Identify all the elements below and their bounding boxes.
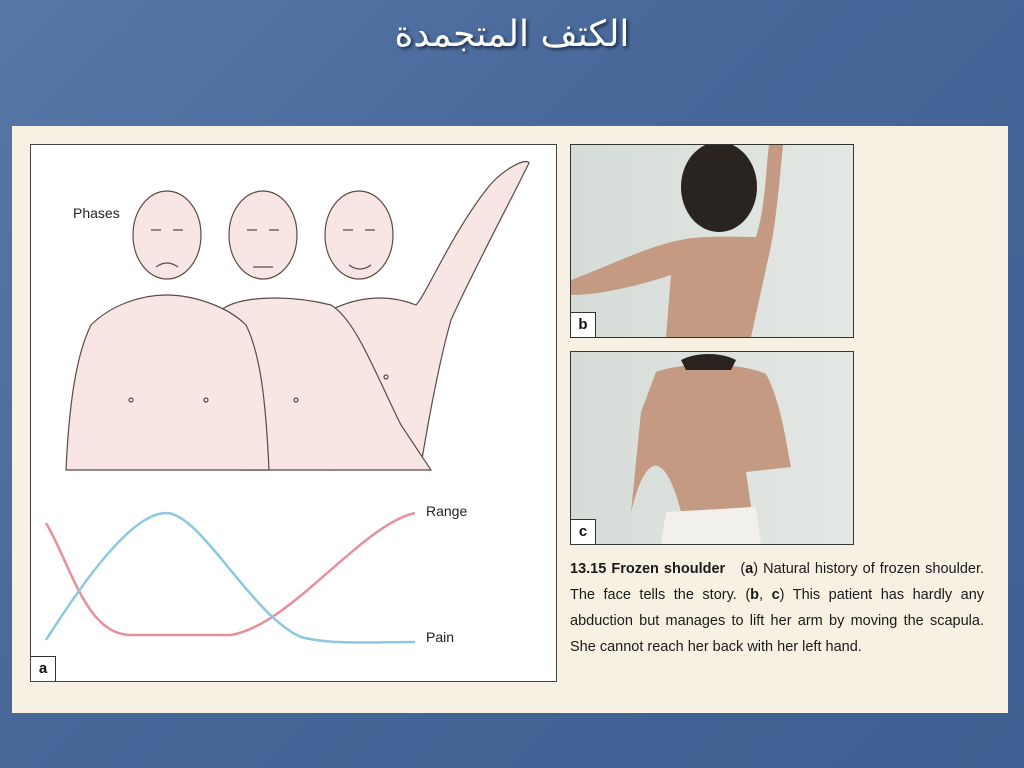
caption-title: Frozen shoulder <box>611 561 726 577</box>
caption-part-a: a <box>745 561 754 577</box>
range-curve <box>46 513 415 635</box>
figure-caption: 13.15 Frozen shoulder (a) Natural history of frozen shoulder. The face tells the story. (b, c) This patient has hardly any abduction but manages to lift her arm by moving the scapula. She cannot reach her back with her left hand. <box>570 561 985 655</box>
caption-part-c: c <box>771 587 780 603</box>
range-label: Range <box>426 503 468 519</box>
photo-b-letter: b <box>571 312 596 337</box>
caption-number: 13.15 <box>570 561 607 577</box>
figure-a <box>30 144 557 682</box>
pain-label: Pain <box>426 629 455 645</box>
figure-3-head <box>325 191 393 279</box>
figure-a-letter: a <box>31 656 56 681</box>
frozen-shoulder-illustration <box>31 145 556 681</box>
photo-c-letter: c <box>571 519 596 544</box>
photo-b <box>570 144 854 338</box>
phases-label: Phases <box>73 205 120 221</box>
book-page <box>12 126 1008 713</box>
patient-reach-back-photo <box>571 352 853 544</box>
caption-part-b: b <box>750 587 760 603</box>
patient-back-abduction-photo <box>571 145 853 337</box>
photo-c <box>570 351 854 545</box>
slide-title: الكتف المتجمدة <box>394 14 630 55</box>
caption-text-bc: This patient has hardly any abduction but manages to lift her arm by moving the scapula. She cannot reach her back with her left hand. <box>570 587 985 655</box>
caption-text-a: Natural history of frozen shoulder. The face tells the story. <box>570 561 985 603</box>
figure-1-head <box>133 191 201 279</box>
figure-2-head <box>229 191 297 279</box>
figure-1-body <box>66 295 269 470</box>
